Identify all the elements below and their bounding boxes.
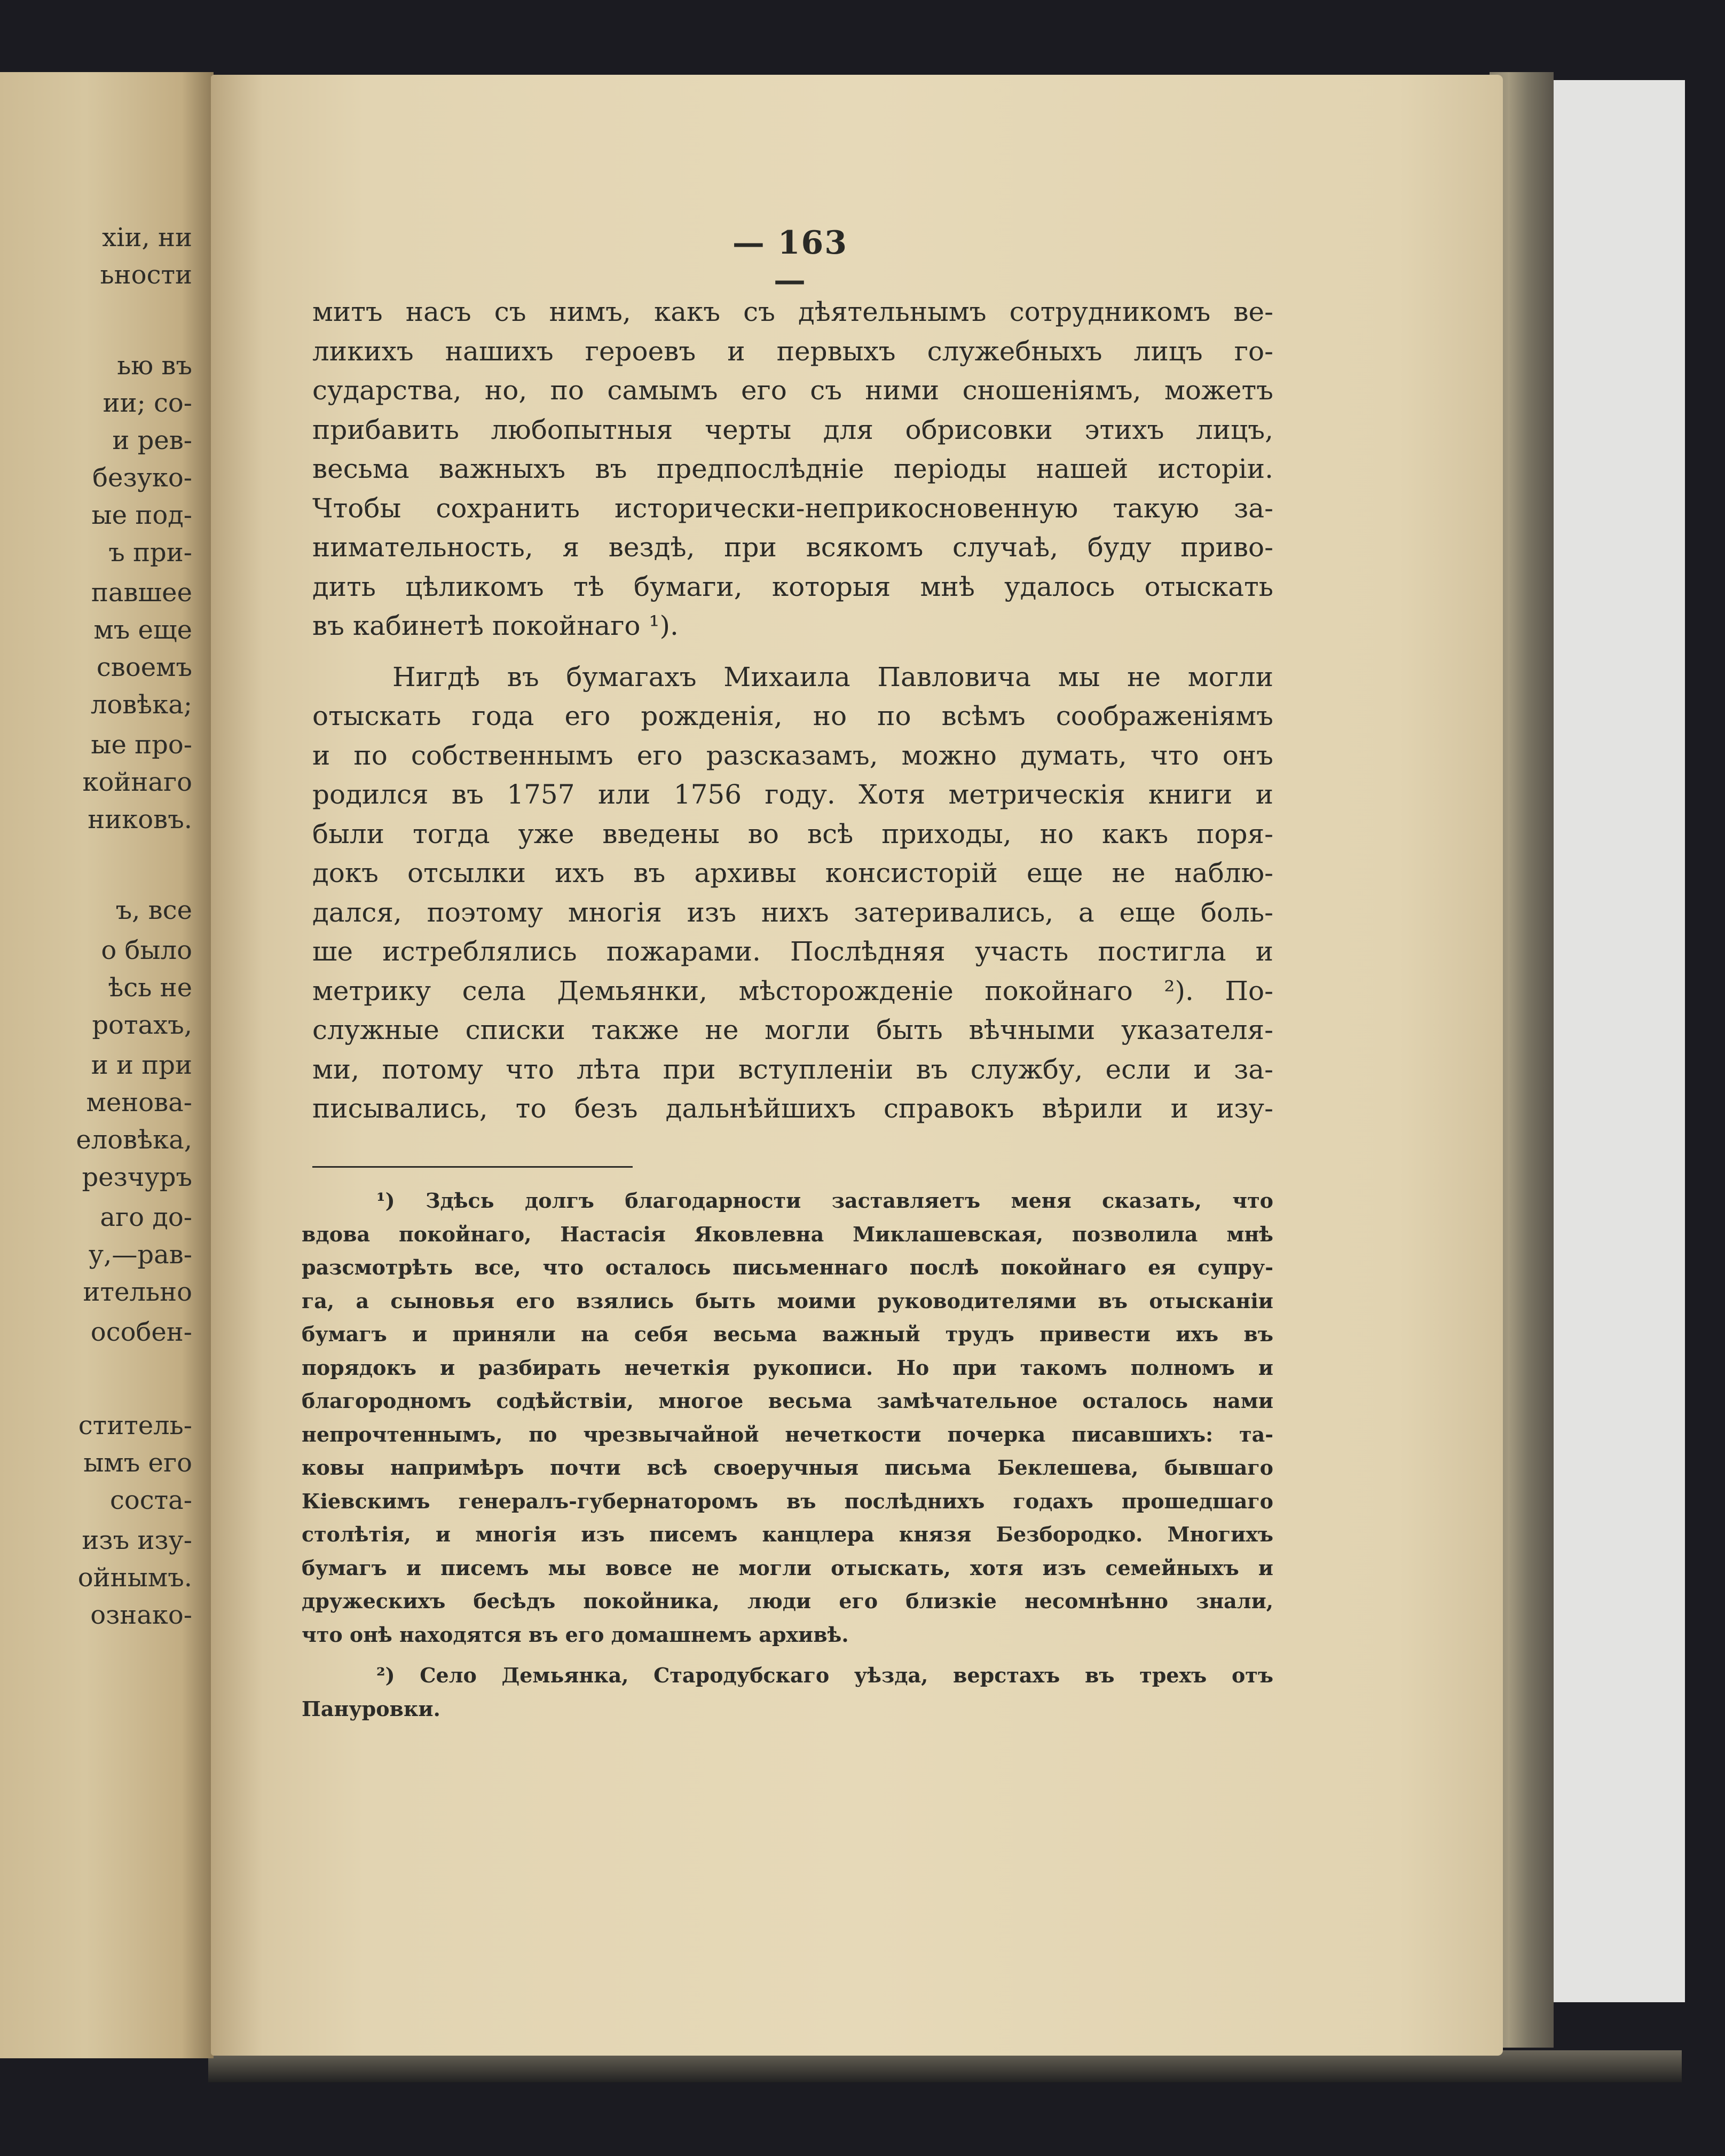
left-page-line: ститель- <box>78 1411 192 1441</box>
left-page-line: менова- <box>86 1088 192 1118</box>
left-page-line: ью въ <box>117 351 192 381</box>
footnote-line: бумагъ и писемъ мы вовсе не могли отыскать, хотя изъ семейныхъ и <box>302 1555 1273 1580</box>
left-page-line: еловѣка, <box>76 1125 192 1155</box>
footnote-line: дружескихъ бесѣдъ покойника, люди его близкіе несомнѣнно знали, <box>302 1589 1273 1613</box>
left-page-line: никовъ. <box>88 805 192 835</box>
left-page-line: ъ при- <box>108 538 192 568</box>
paragraph-2 <box>312 658 1273 1129</box>
left-page-line: ые под- <box>91 500 192 530</box>
footnotes <box>302 1184 1273 1726</box>
footnote-1 <box>302 1184 1273 1651</box>
text-line: нимательность, я вездѣ, при всякомъ случаѣ, буду приво- <box>312 532 1273 563</box>
left-page-line: ознако- <box>90 1600 192 1630</box>
left-page-line: павшее <box>91 578 192 608</box>
text-line: метрику села Демьянки, мѣсторожденіе покойнаго ²). По- <box>312 975 1273 1006</box>
footnote-line: разсмотрѣть все, что осталось письменнаго послѣ покойнаго ея супру- <box>302 1255 1273 1279</box>
left-page-line: и и при <box>91 1050 192 1080</box>
left-page-line: соста- <box>109 1485 192 1515</box>
footnote-line: ²) Село Демьянка, Стародубскаго уѣзда, верстахъ въ трехъ отъ <box>376 1663 1273 1687</box>
text-line: были тогда уже введены во всѣ приходы, но какъ поря- <box>312 818 1273 849</box>
left-page-line: изъ изу- <box>82 1525 192 1555</box>
footnote-2 <box>302 1659 1273 1726</box>
footnote-line: Кіевскимъ генералъ-губернаторомъ въ послѣднихъ годахъ прошедшаго <box>302 1489 1273 1513</box>
left-page-line: хіи, ни <box>102 223 192 253</box>
text-line: весьма важныхъ въ предпослѣдніе періоды нашей исторіи. <box>312 453 1273 484</box>
left-page-line: ротахъ, <box>92 1010 192 1040</box>
left-page-line: ьности <box>100 260 192 290</box>
text-line: дить цѣликомъ тѣ бумаги, которыя мнѣ удалось отыскать <box>312 571 1273 602</box>
left-page-line: своемъ <box>96 652 192 682</box>
body-text <box>312 293 1273 1129</box>
text-line: служные списки также не могли быть вѣчными указателя- <box>312 1014 1273 1045</box>
footnote-line: ковы напримѣръ почти всѣ своеручныя письма Беклешева, бывшаго <box>302 1455 1273 1480</box>
left-page-line: ительно <box>83 1277 192 1307</box>
left-page-line: о было <box>101 935 192 965</box>
footnote-line: столѣтія, и многія изъ писемъ канцлера князя Безбородко. Многихъ <box>302 1522 1273 1546</box>
text-line: писывались, то безъ дальнѣйшихъ справокъ вѣрили и изу- <box>312 1093 1273 1124</box>
left-page-line: койнаго <box>82 767 192 797</box>
text-line: докъ отсылки ихъ въ архивы консисторій еще не наблю- <box>312 857 1273 888</box>
footnote-line: непрочтеннымъ, по чрезвычайной нечеткости почерка писавшихъ: та- <box>302 1422 1273 1446</box>
left-page-line: резчуръ <box>82 1162 192 1192</box>
text-line: родился въ 1757 или 1756 году. Хотя метрическія книги и <box>312 779 1273 810</box>
left-page-line: ѣсь не <box>108 973 192 1003</box>
left-page-line: безуко- <box>92 463 192 493</box>
text-line: прибавить любопытныя черты для обрисовки этихъ лицъ, <box>312 414 1273 445</box>
footnote-line: порядокъ и разбирать нечеткія рукописи. Но при такомъ полномъ и <box>302 1355 1273 1380</box>
back-sheet <box>1538 80 1685 2002</box>
left-page-line: и рев- <box>112 426 192 455</box>
text-line: сударства, но, по самымъ его съ ними сношеніямъ, можетъ <box>312 375 1273 406</box>
left-page-line: ые про- <box>91 730 192 760</box>
left-page-line: ойнымъ. <box>77 1563 192 1593</box>
left-page-line: ловѣка; <box>90 690 192 720</box>
text-line: отыскать года его рожденія, но по всѣмъ соображеніямъ <box>312 701 1273 731</box>
footnote-rule <box>312 1166 633 1168</box>
footnote-line: что онѣ находятся въ его домашнемъ архивѣ. <box>302 1622 849 1647</box>
left-page-line: ии; со- <box>103 388 192 418</box>
paragraph-1 <box>312 293 1273 646</box>
page-number: — 163 — <box>732 224 848 299</box>
footnote-line: ¹) Здѣсь долгъ благодарности заставляетъ меня сказать, что <box>376 1189 1273 1213</box>
text-line: ми, потому что лѣта при вступленіи въ службу, если и за- <box>312 1053 1273 1085</box>
left-page-line: у,—рав- <box>88 1240 192 1270</box>
footnote-line: благородномъ содѣйствіи, многое весьма замѣчательное осталось нами <box>302 1389 1273 1413</box>
footnote-line: Пануровки. <box>302 1696 440 1721</box>
left-page-line: аго до- <box>100 1202 192 1232</box>
text-line: въ кабинетѣ покойнаго ¹). <box>312 610 679 641</box>
left-page-line: ъ, все <box>115 895 192 925</box>
text-line: Нигдѣ въ бумагахъ Михаила Павловича мы не могли <box>392 661 1273 693</box>
left-page <box>0 72 214 2058</box>
text-line: и по собственнымъ его разсказамъ, можно думать, что онъ <box>312 739 1273 771</box>
text-line: дался, поэтому многія изъ нихъ затеривались, а еще боль- <box>312 896 1273 928</box>
left-page-line: особен- <box>90 1317 192 1347</box>
text-line: ше истреблялись пожарами. Послѣдняя участь постигла и <box>312 936 1273 967</box>
text-line: ликихъ нашихъ героевъ и первыхъ служебныхъ лицъ го- <box>312 335 1273 367</box>
footnote-line: бумагъ и приняли на себя весьма важный трудъ привести ихъ въ <box>302 1322 1273 1346</box>
text-line: митъ насъ съ нимъ, какъ съ дѣятельнымъ сотрудникомъ ве- <box>312 296 1273 327</box>
footnote-line: га, а сыновья его взялись быть моими руководителями въ отысканіи <box>302 1288 1273 1313</box>
text-line: Чтобы сохранить исторически-неприкосновенную такую за- <box>312 492 1273 524</box>
left-page-line: ымъ его <box>83 1448 192 1478</box>
left-page-line: мъ еще <box>93 615 192 645</box>
footnote-line: вдова покойнаго, Настасія Яковлевна Миклашевская, позволила мнѣ <box>302 1222 1273 1246</box>
